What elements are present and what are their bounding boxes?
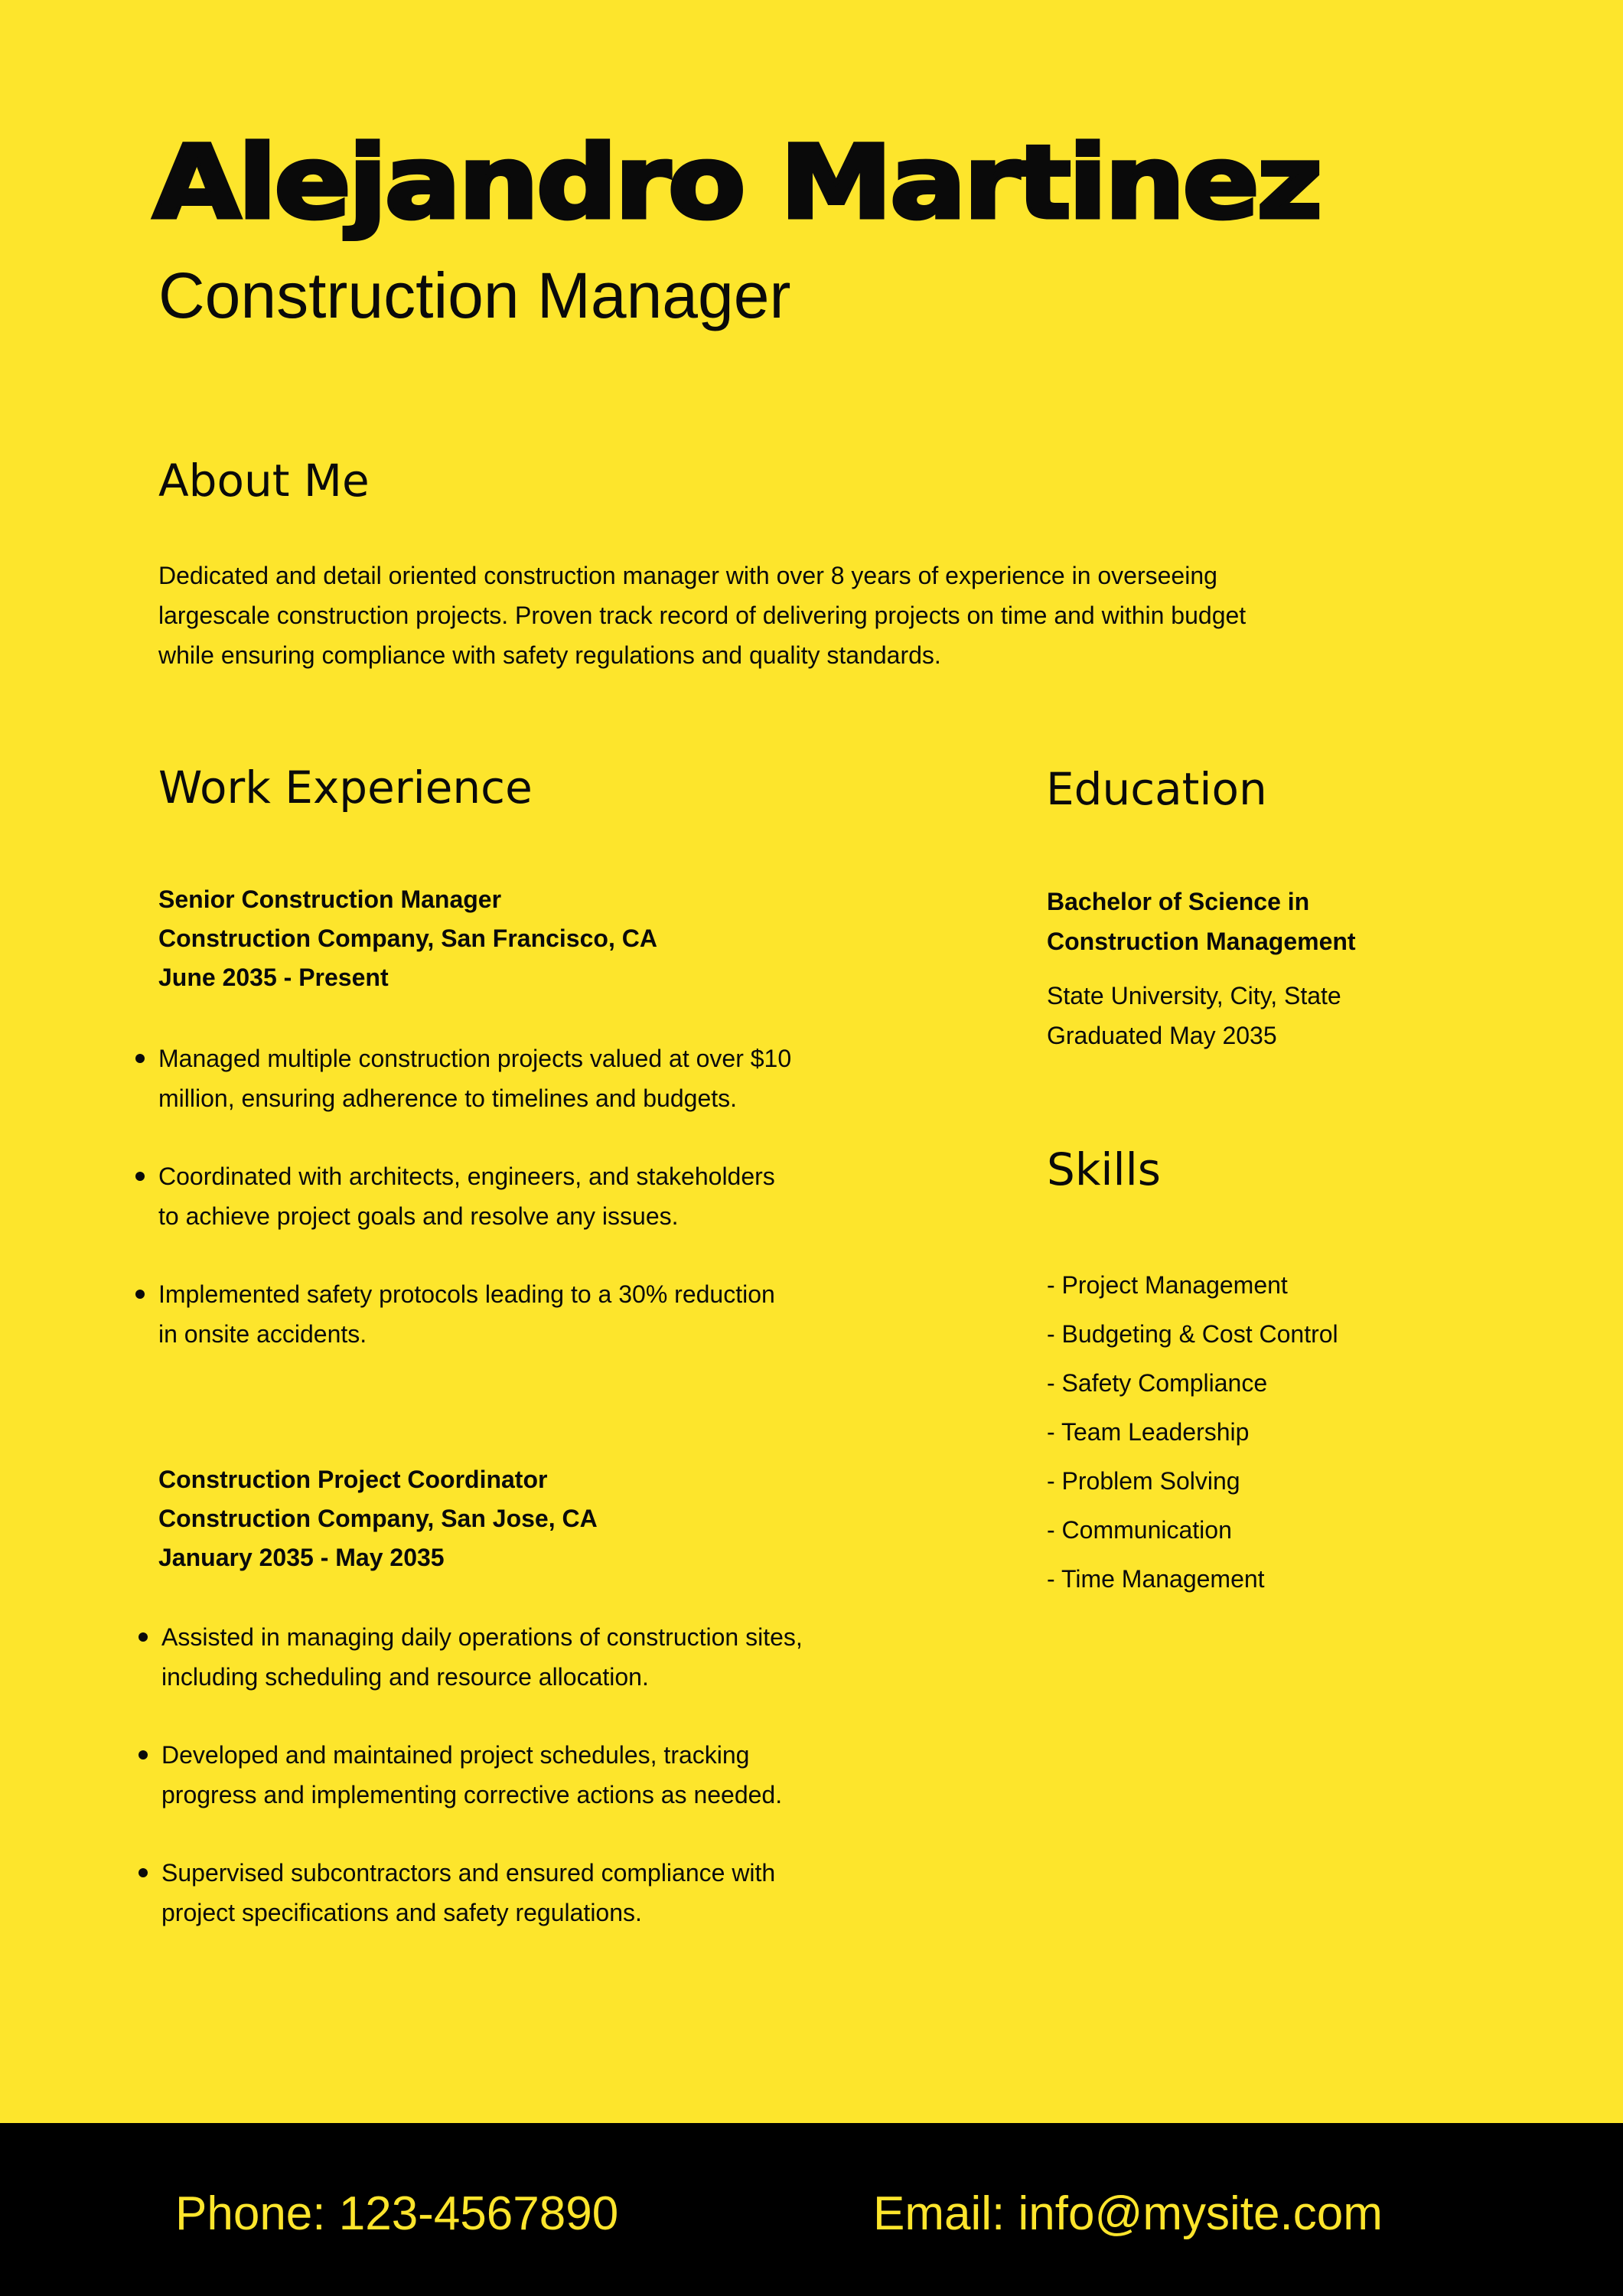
job-entry	[158, 1460, 803, 1932]
job-dates: June 2035 - Present	[158, 964, 389, 991]
bullet-line: Supervised subcontractors and ensured compliance with	[161, 1859, 776, 1887]
email-address: Email: info@mysite.com	[873, 2187, 1383, 2240]
bullet-line: Implemented safety protocols leading to a 30% reduction	[158, 1280, 775, 1308]
education-heading: Education	[1046, 763, 1267, 815]
bullet-dot-icon	[139, 1868, 148, 1877]
job-bullets	[158, 1039, 791, 1354]
about-line: while ensuring compliance with safety regulations and quality standards.	[158, 641, 941, 669]
about-line: largescale construction projects. Proven track record of delivering projects on time and within budget	[158, 602, 1247, 629]
about-section	[158, 556, 1276, 675]
bullet-line: project specifications and safety regulations.	[161, 1899, 642, 1926]
job-company: Construction Company, San Francisco, CA	[158, 925, 657, 952]
bullet-line: million, ensuring adherence to timelines and budgets.	[158, 1084, 738, 1112]
job-bullet	[158, 1156, 791, 1236]
skill-item: - Team Leadership	[1047, 1418, 1250, 1446]
job-bullets	[161, 1617, 803, 1932]
bullet-line: Assisted in managing daily operations of construction sites,	[161, 1623, 803, 1651]
work-experience-heading: Work Experience	[158, 762, 533, 814]
skill-item: - Safety Compliance	[1047, 1369, 1268, 1397]
school: State University, City, State	[1047, 982, 1341, 1009]
job-entry	[158, 880, 791, 1354]
bullet-dot-icon	[139, 1750, 148, 1760]
degree-line: Construction Management	[1047, 928, 1356, 955]
candidate-name: Alejandro Martinez	[153, 124, 1321, 242]
job-dates: January 2035 - May 2035	[158, 1544, 445, 1571]
bullet-line: to achieve project goals and resolve any issues.	[158, 1202, 679, 1230]
bullet-line: Managed multiple construction projects valued at over $10	[158, 1045, 792, 1072]
skill-item: - Budgeting & Cost Control	[1047, 1320, 1338, 1348]
skill-item: - Project Management	[1047, 1271, 1288, 1299]
bullet-dot-icon	[135, 1290, 145, 1299]
graduation-date: Graduated May 2035	[1047, 1022, 1277, 1049]
skill-item: - Communication	[1047, 1516, 1232, 1544]
bullet-line: progress and implementing corrective actions as needed.	[161, 1781, 783, 1808]
bullet-line: including scheduling and resource allocation.	[161, 1663, 649, 1691]
job-bullet	[161, 1617, 803, 1697]
skill-item: - Time Management	[1047, 1565, 1265, 1593]
degree	[1047, 882, 1356, 961]
skill-item: - Problem Solving	[1047, 1467, 1240, 1495]
phone-number: Phone: 123-4567890	[175, 2187, 619, 2240]
bullet-dot-icon	[135, 1172, 145, 1181]
education-details	[1047, 976, 1341, 1055]
bullet-line: Coordinated with architects, engineers, and stakeholders	[158, 1163, 775, 1190]
job-company: Construction Company, San Jose, CA	[158, 1505, 598, 1532]
bullet-line: in onsite accidents.	[158, 1320, 367, 1348]
skills-list	[1047, 1261, 1338, 1603]
about-line: Dedicated and detail oriented construction manager with over 8 years of experience in overseeing	[158, 562, 1217, 589]
about-heading: About Me	[158, 455, 370, 507]
skills-heading: Skills	[1047, 1143, 1161, 1195]
bullet-dot-icon	[139, 1632, 148, 1642]
job-bullet	[161, 1735, 803, 1815]
job-position: Construction Project Coordinator	[158, 1466, 548, 1493]
bullet-line: Developed and maintained project schedules, tracking	[161, 1741, 750, 1769]
job-bullet	[161, 1853, 803, 1932]
job-bullet	[158, 1274, 791, 1354]
contact-footer	[0, 2123, 1623, 2296]
job-bullet	[158, 1039, 791, 1118]
degree-line: Bachelor of Science in	[1047, 888, 1310, 915]
bullet-dot-icon	[135, 1054, 145, 1063]
job-title: Construction Manager	[158, 259, 791, 331]
job-position: Senior Construction Manager	[158, 885, 502, 913]
